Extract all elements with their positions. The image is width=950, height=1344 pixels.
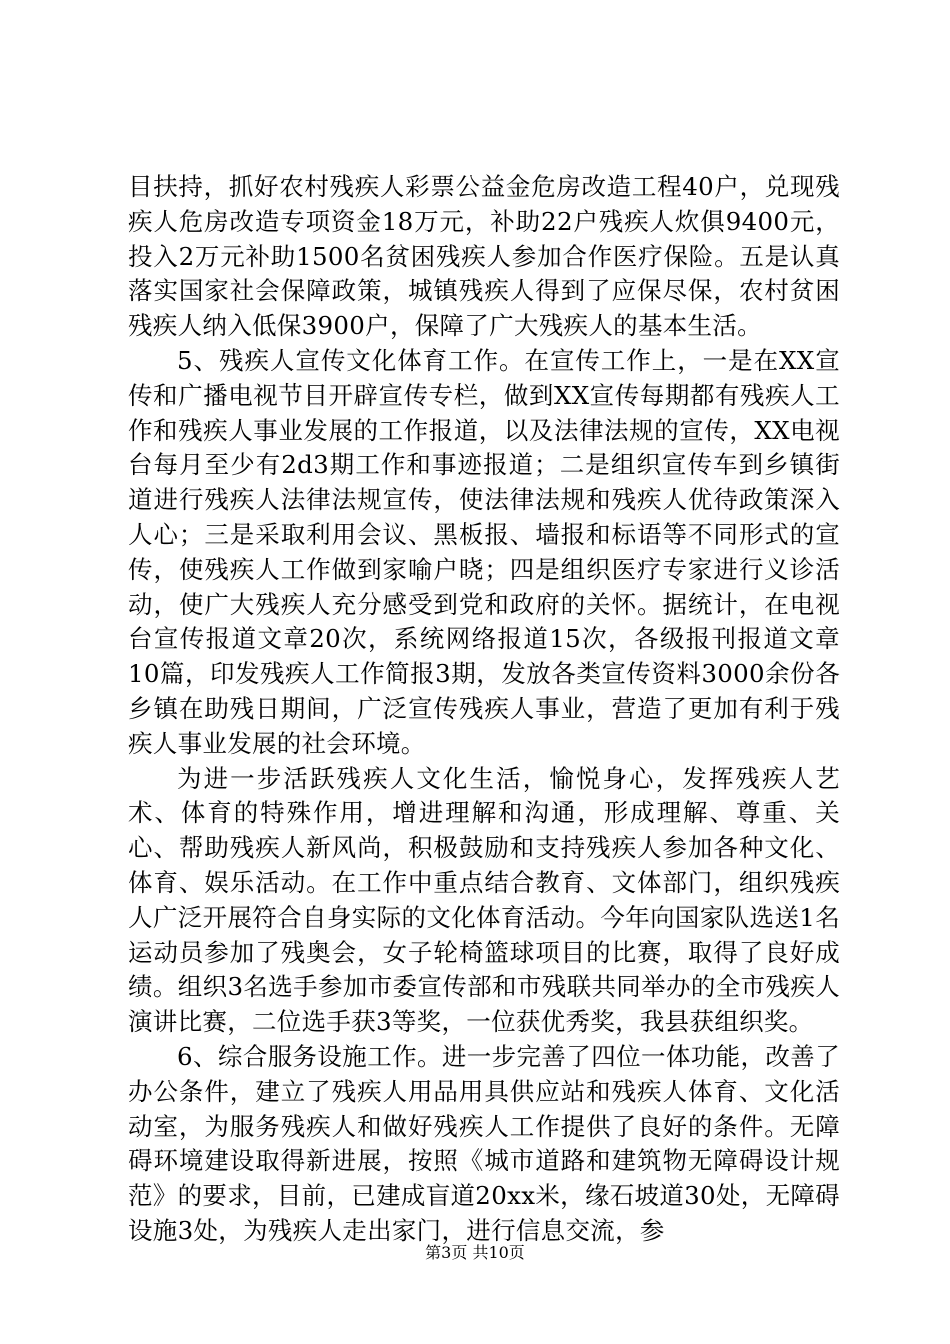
paragraph-2: 5、残疾人宣传文化体育工作。在宣传工作上，一是在XX宣传和广播电视节目开辟宣传专栏，做到XX宣传每期都有残疾人工作和残疾人事业发展的工作报道，以及法律法规的宣传，XX电视台每月至少有2d3期工作和事迹报道；二是组织宣传车到乡镇街道进行残疾人法律法规宣传，使法律法规和残疾人优待政策深入人心；三是采取利用会议、黑板报、墙报和标语等不同形式的宣传，使残疾人工作做到家喻户晓；四是组织医疗专家进行义诊活动，使广大残疾人充分感受到党和政府的关怀。据统计，在电视台宣传报道文章20次，系统网络报道15次，各级报刊报道文章10篇，印发残疾人工作简报3期，发放各类宣传资料3000余份各乡镇在助残日期间，广泛宣传残疾人事业，营造了更加有利于残疾人事业发展的社会环境。 [128, 345, 840, 758]
paragraph-3: 为进一步活跃残疾人文化生活，愉悦身心，发挥残疾人艺术、体育的特殊作用，增进理解和沟通，形成理解、尊重、关心、帮助残疾人新风尚，积极鼓励和支持残疾人参加各种文化、体育、娱乐活动。在工作中重点结合教育、文体部门，组织残疾人广泛开展符合自身实际的文化体育活动。今年向国家队选送1名运动员参加了残奥会，女子轮椅篮球项目的比赛，取得了良好成绩。组织3名选手参加市委宣传部和市残联共同举办的全市残疾人演讲比赛，二位选手获3等奖，一位获优秀奖，我县获组织奖。 [128, 763, 840, 1037]
page-number-footer: 第3页 共10页 [425, 1243, 525, 1262]
body-text [128, 170, 840, 1249]
paragraph-4: 6、综合服务设施工作。进一步完善了四位一体功能，改善了办公条件，建立了残疾人用品用具供应站和残疾人体育、文化活动室，为服务残疾人和做好残疾人工作提供了良好的条件。无障碍环境建设取得新进展，按照《城市道路和建筑物无障碍设计规范》的要求，目前，已建成盲道20xx米，缘石坡道30处，无障碍设施3处，为残疾人走出家门，进行信息交流，参 [128, 1041, 840, 1245]
paragraph-1: 目扶持，抓好农村残疾人彩票公益金危房改造工程40户，兑现残疾人危房改造专项资金18万元，补助22户残疾人炊俱9400元，投入2万元补助1500名贫困残疾人参加合作医疗保险。五是认真落实国家社会保障政策，城镇残疾人得到了应保尽保，农村贫困残疾人纳入低保3900户，保障了广大残疾人的基本生活。 [128, 172, 840, 341]
